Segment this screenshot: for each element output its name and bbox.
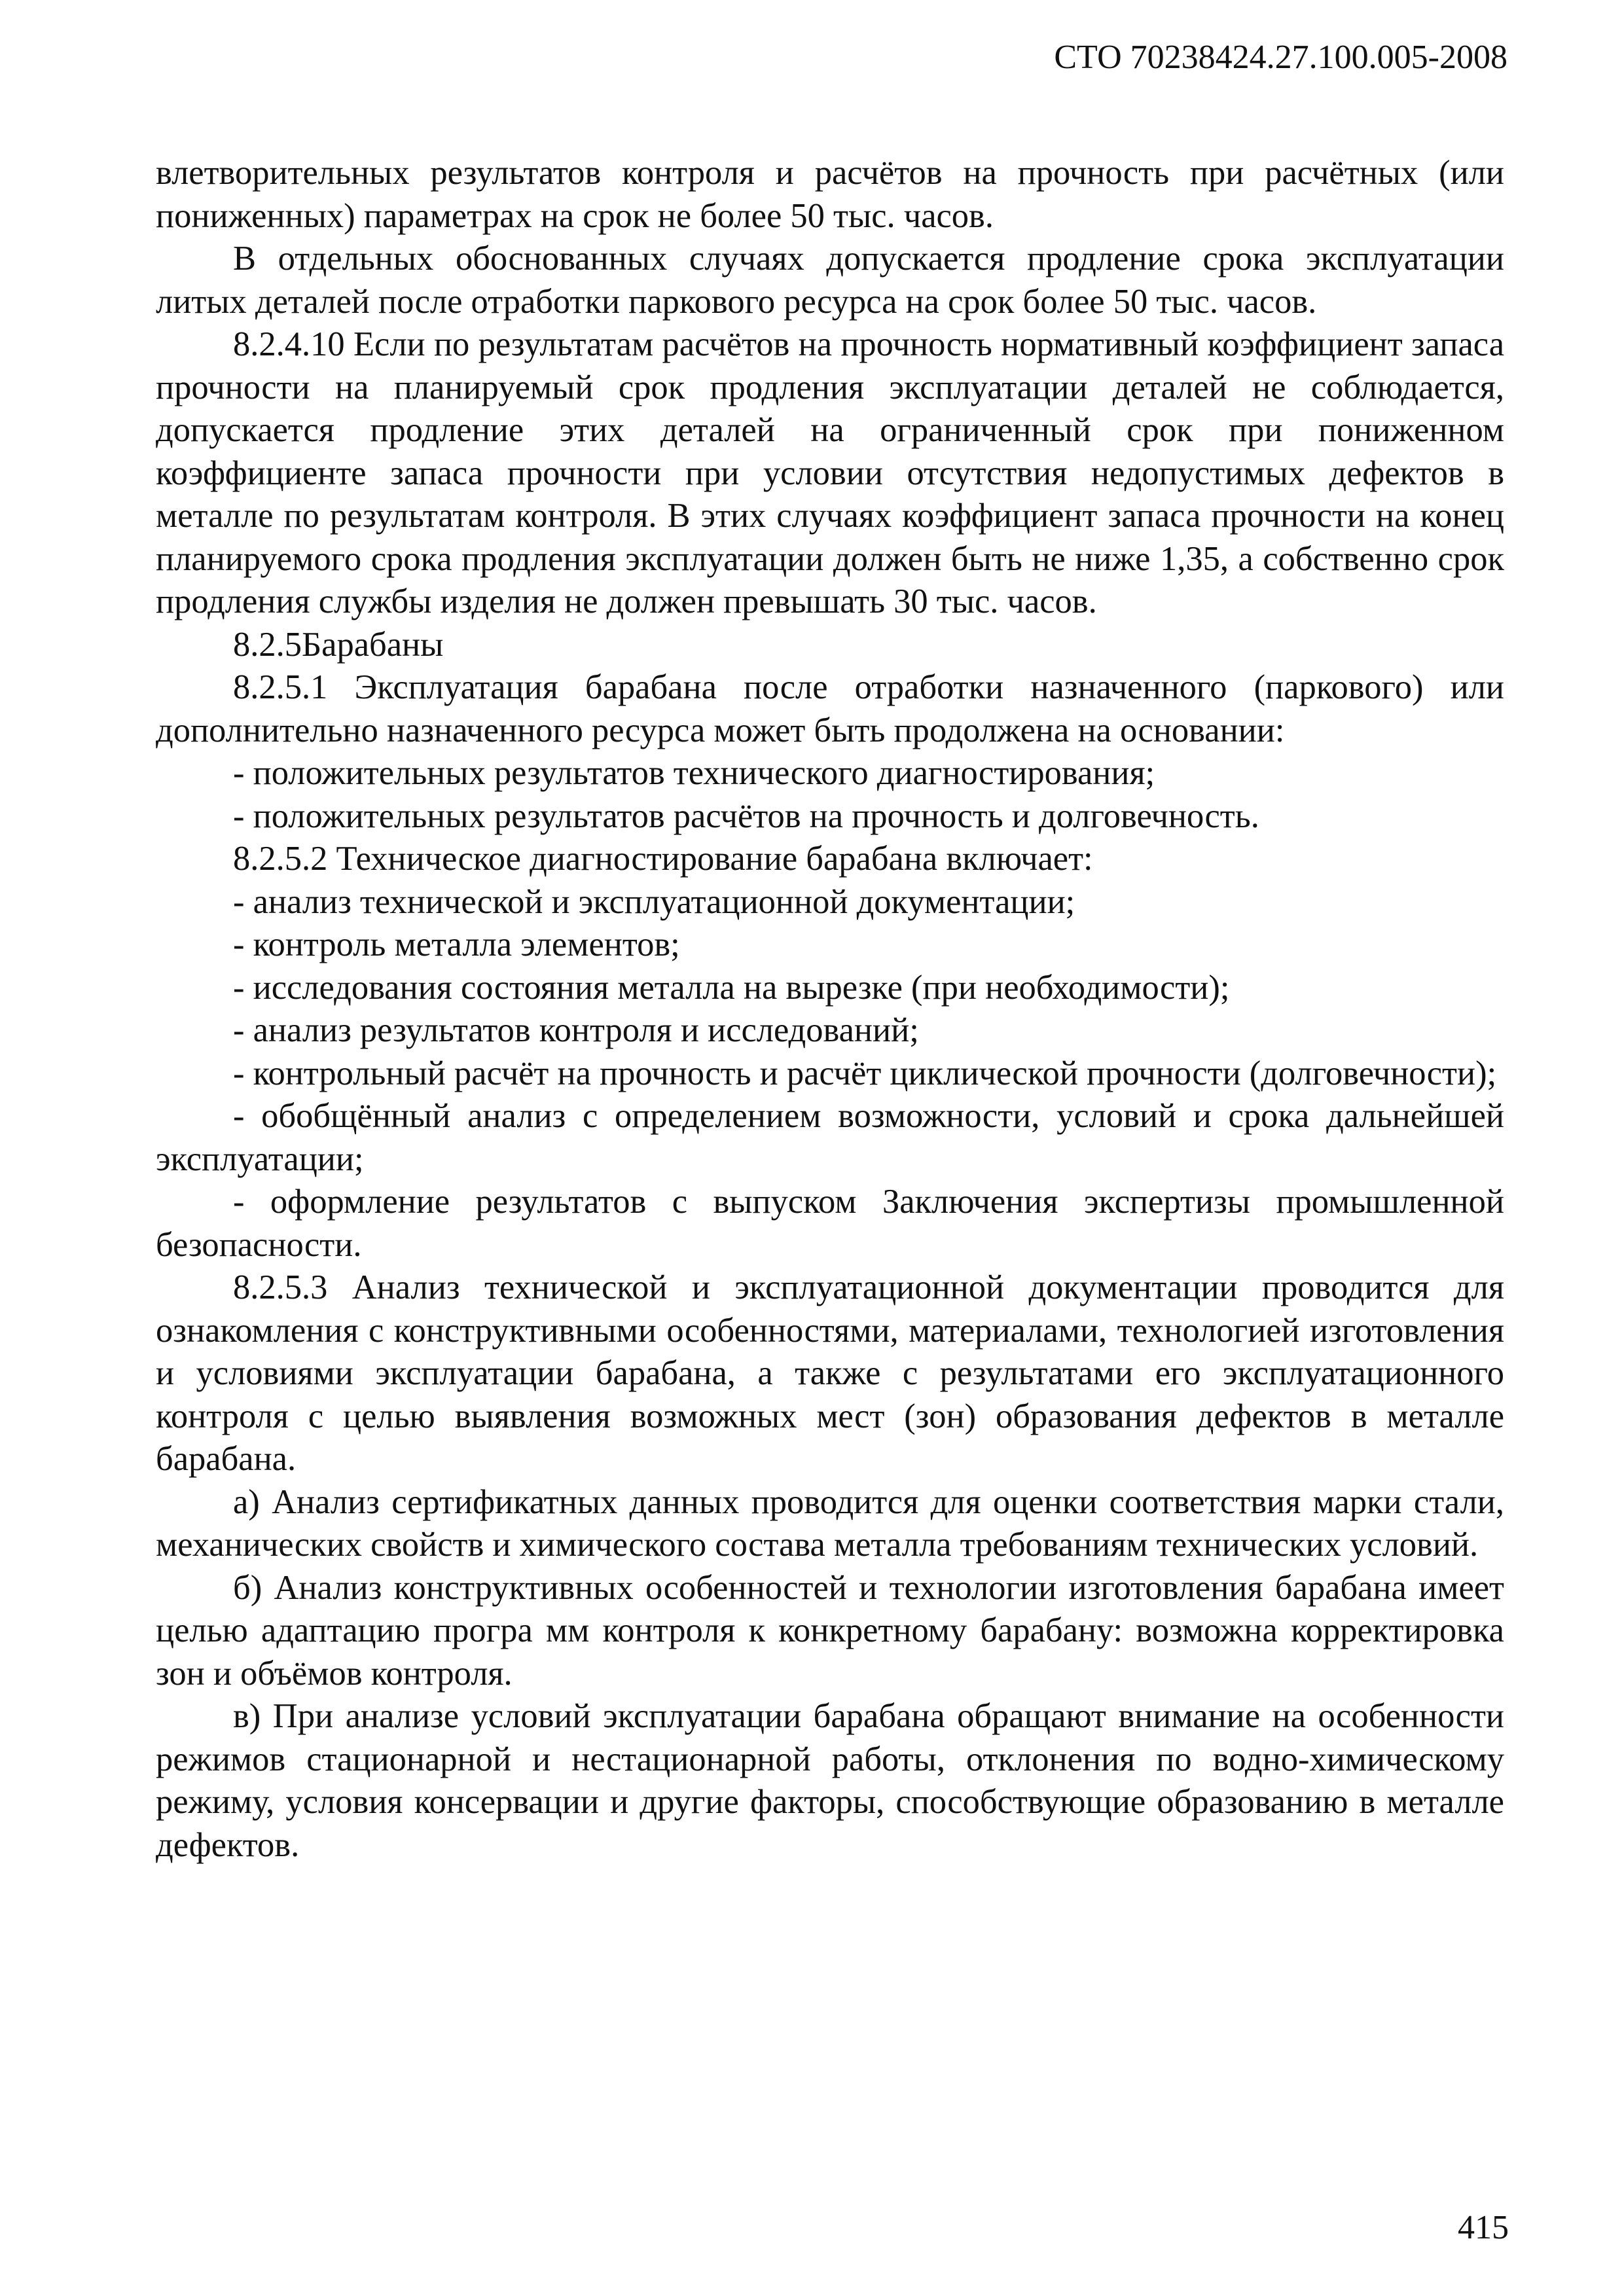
paragraph: 8.2.5.1 Эксплуатация барабана после отработки назначенного (паркового) или дополнительно назначенного ресурса может быть продолжена на основании:	[156, 668, 1504, 749]
list-item: - обобщённый анализ с определением возможности, условий и срока дальнейшей эксплуатации;	[156, 1097, 1504, 1178]
list-item: - положительных результатов расчётов на прочность и долговечность.	[233, 797, 1259, 835]
list-item: - контрольный расчёт на прочность и расчёт циклической прочности (долговечности);	[233, 1054, 1497, 1092]
paragraph: 8.2.5.2 Техническое диагностирование барабана включает:	[233, 840, 1093, 878]
paragraph: а) Анализ сертификатных данных проводится для оценки соответствия марки стали, механических свойств и химического состава металла требованиям технических условий.	[156, 1482, 1504, 1564]
paragraph: влетворительных результатов контроля и расчётов на прочность при расчётных (или пониженных) параметрах на срок не более 50 тыс. часов.	[156, 154, 1504, 235]
list-item: - анализ результатов контроля и исследований;	[233, 1011, 919, 1049]
list-item: - положительных результатов технического диагностирования;	[233, 754, 1155, 792]
document-body	[156, 152, 1504, 1867]
paragraph: 8.2.4.10 Если по результатам расчётов на прочность нормативный коэффициент запаса прочности на планируемый срок продления эксплуатации деталей не соблюдается, допускается продление этих деталей на ограниченный срок при пониженном коэффициенте запаса прочности при условии отсутствия недопустимых дефектов в металле по результатам контроля. В этих случаях коэффициент запаса прочности на конец планируемого срока продления эксплуатации должен быть не ниже 1,35, а собственно срок продления службы изделия не должен превышать 30 тыс. часов.	[156, 325, 1504, 620]
page-number: 415	[1458, 2209, 1509, 2246]
paragraph: 8.2.5.3 Анализ технической и эксплуатационной документации проводится для ознакомления с конструктивными особенностями, материалами, технологией изготовления и условиями эксплуатации барабана, а также с результатами его эксплуатационного контроля с целью выявления возможных мест (зон) образования дефектов в металле барабана.	[156, 1268, 1504, 1478]
paragraph: В отдельных обоснованных случаях допускается продление срока эксплуатации литых деталей после отработки паркового ресурса на срок более 50 тыс. часов.	[156, 240, 1504, 321]
list-item: - контроль металла элементов;	[233, 925, 680, 963]
document-code: СТО 70238424.27.100.005-2008	[1054, 39, 1507, 76]
paragraph: б) Анализ конструктивных особенностей и технологии изготовления барабана имеет целью адаптацию програ мм контроля к конкретному барабану: возможна корректировка зон и объёмов контроля.	[156, 1568, 1504, 1693]
list-item: - анализ технической и эксплуатационной документации;	[233, 882, 1075, 921]
section-heading: 8.2.5Барабаны	[233, 625, 444, 664]
list-item: - исследования состояния металла на вырезке (при необходимости);	[233, 968, 1230, 1007]
list-item: - оформление результатов с выпуском Заключения экспертизы промышленной безопасности.	[156, 1183, 1504, 1264]
paragraph: в) При анализе условий эксплуатации барабана обращают внимание на особенности режимов стационарной и нестационарной работы, отклонения по водно-химическому режиму, условия консервации и другие факторы, способствующие образованию в металле дефектов.	[156, 1697, 1504, 1864]
